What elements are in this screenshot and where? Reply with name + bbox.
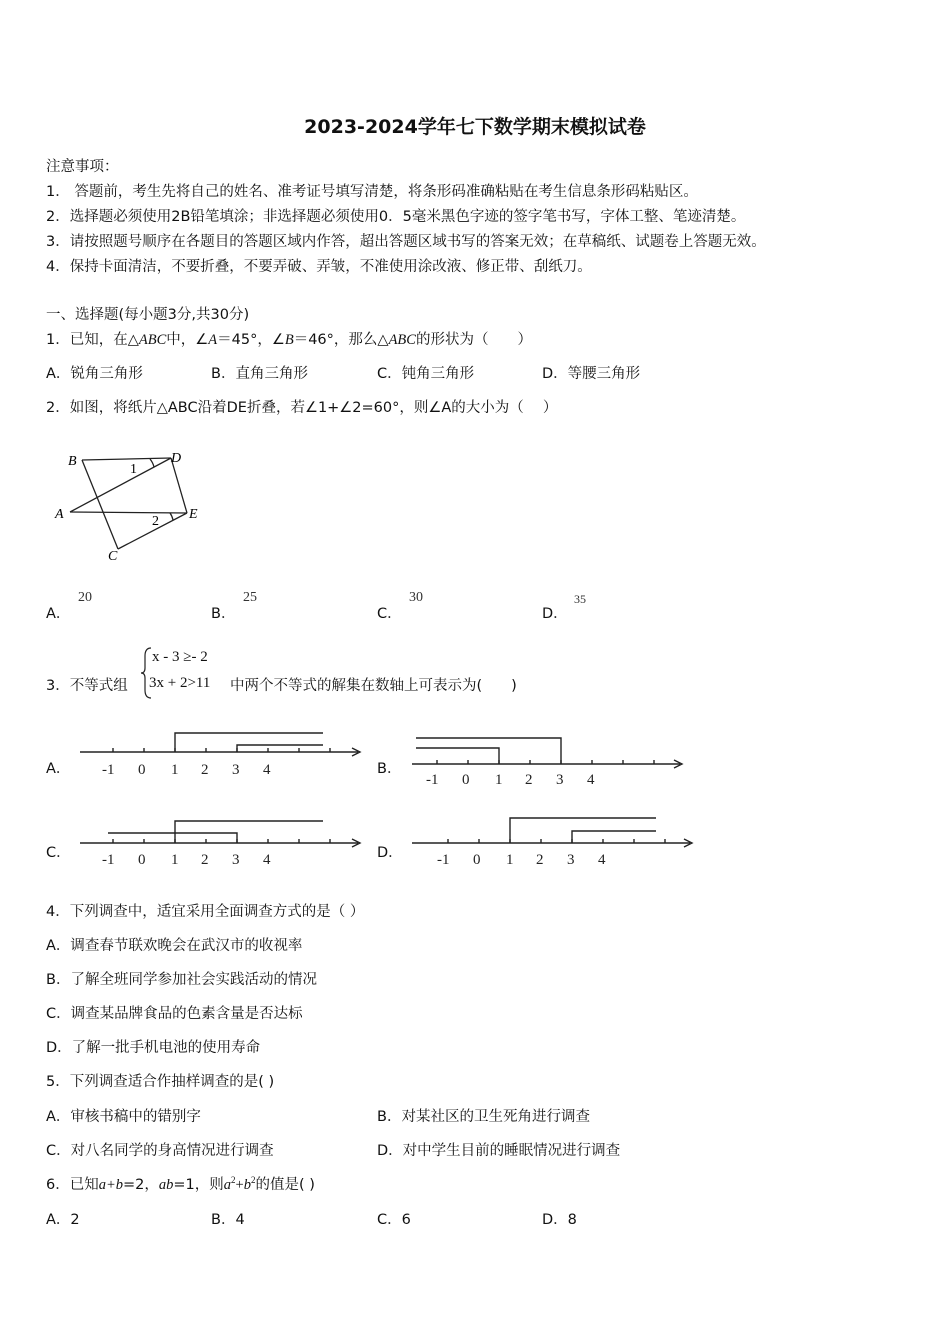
q3-option-b[interactable]: B． [377,761,402,777]
q6-plus: + [235,1177,244,1193]
label-c: C [108,549,118,564]
solution-ray-1 [175,733,323,752]
q6-option-d[interactable]: D．8 [542,1212,577,1228]
q3-option-a[interactable]: A． [46,761,71,777]
q6-option-b[interactable]: B．4 [211,1212,245,1228]
solution-ray-2 [237,745,323,752]
q6-exp-2: 2 [250,1175,256,1186]
segment-ae [70,512,187,513]
q1-option-d[interactable]: D．等腰三角形 [542,366,641,382]
q2-option-b-value: 25 [243,590,257,605]
tick-label: 0 [138,852,146,868]
q3-option-c[interactable]: C． [46,845,71,861]
tick-label: -1 [102,852,115,868]
q4-option-a[interactable]: A．调查春节联欢晚会在武汉市的收视率 [46,938,303,954]
label-angle-1: 1 [130,462,137,477]
section-heading: 一、选择题(每小题3分,共30分) [46,307,250,323]
tick-label: -1 [437,852,450,868]
q3-suffix: 中两个不等式的解集在数轴上可表示为( ) [230,678,517,694]
tick-label: 0 [462,772,470,788]
notes-item-2: 2．选择题必须使用2B铅笔填涂；非选择题必须使用0．5毫米黑色字迹的签字笔书写，字体工整、笔迹清楚。 [46,209,746,225]
q3-prefix: 3．不等式组 [46,678,128,694]
number-line-a [80,728,370,786]
q3-inequality-2: 3x + 2>11 [149,675,211,691]
q3-inequality-1: x - 3 ≥- 2 [152,649,208,665]
segment-bd [82,458,171,460]
notes-item-4: 4．保持卡面清洁，不要折叠，不要弄破、弄皱，不准使用涂改液、修正带、刮纸刀。 [46,259,592,275]
q1-angle-b: B [284,332,294,348]
q2-option-d-letter[interactable]: D． [542,606,568,622]
tick-label: -1 [426,772,439,788]
tick-label: 0 [138,762,146,778]
q1-option-b[interactable]: B．直角三角形 [211,366,308,382]
solution-ray-2 [108,833,237,843]
tick-label: -1 [102,762,115,778]
tick-label: 1 [171,852,179,868]
q5-option-d[interactable]: D．对中学生目前的睡眠情况进行调查 [377,1143,621,1159]
tick-label: 4 [263,762,271,778]
tick-label: 1 [495,772,503,788]
tick-label: 2 [525,772,533,788]
label-d: D [171,451,182,466]
q6-var-a: a [223,1177,232,1193]
label-b: B [68,454,77,469]
q6-text-3: =1，则 [173,1177,224,1193]
q1-text-2: 中，∠ [166,332,209,348]
tick-label: 1 [506,852,514,868]
q1-triangle-1: ABC [138,332,167,348]
solution-ray-2 [416,748,499,764]
notes-item-1: 1． 答题前，考生先将自己的姓名、准考证号填写清楚，将条形码准确粘贴在考生信息条形码粘贴区。 [46,184,698,200]
solution-ray-1 [175,821,323,843]
q2-option-c-letter[interactable]: C． [377,606,402,622]
tick-label: 1 [171,762,179,778]
q2-option-a-value: 20 [78,590,92,605]
q2-option-b-letter[interactable]: B． [211,606,236,622]
q2-option-a-letter[interactable]: A． [46,606,71,622]
q4-option-b[interactable]: B．了解全班同学参加社会实践活动的情况 [46,972,317,988]
q2-option-d-value: 35 [574,592,586,606]
q6-option-c[interactable]: C．6 [377,1212,411,1228]
angle-2-arc [170,513,173,520]
q3-option-d[interactable]: D． [377,845,403,861]
notes-item-3: 3．请按照题号顺序在各题目的答题区域内作答，超出答题区域书写的答案无效；在草稿纸、试题卷上答题无效。 [46,234,766,250]
q1-text-5: 的形状为（ ） [415,332,532,348]
q5-option-b[interactable]: B．对某社区的卫生死角进行调查 [377,1109,590,1125]
q2-option-c-value: 30 [409,590,423,605]
number-line-d [412,812,702,870]
q6-sum: a+b [98,1177,124,1193]
solution-ray-1 [416,738,561,764]
q6-product: ab [158,1177,174,1193]
q1-text-4: ＝46°，那么△ [293,332,389,348]
q1-text-1: 1．已知，在△ [46,332,139,348]
tick-label: 0 [473,852,481,868]
question-1-stem [46,328,532,349]
q5-option-c[interactable]: C．对八名同学的身高情况进行调查 [46,1143,274,1159]
tick-label: 3 [232,852,240,868]
question-6-stem [46,1173,315,1194]
q6-exp-1: 2 [231,1175,236,1186]
tick-label: 4 [263,852,271,868]
fold-figure [50,445,210,565]
q1-angle-a: A [208,332,218,348]
tick-label: 3 [232,762,240,778]
question-2-stem: 2．如图，将纸片△ABC沿着DE折叠，若∠1+∠2=60°，则∠A的大小为（ ） [46,400,558,416]
notes-heading: 注意事项： [46,159,119,175]
q1-triangle-2: ABC [388,332,416,348]
q6-text-2: =2， [123,1177,159,1193]
tick-label: 2 [201,762,209,778]
tick-label: 3 [556,772,564,788]
label-e: E [189,507,198,522]
q6-text-4: 的值是( ) [255,1177,315,1193]
tick-label: 4 [587,772,595,788]
tick-label: 2 [536,852,544,868]
segment-de [171,458,187,513]
segment-bc [82,460,118,549]
q4-option-c[interactable]: C．调查某品牌食品的色素含量是否达标 [46,1006,303,1022]
q4-option-d[interactable]: D．了解一批手机电池的使用寿命 [46,1040,261,1056]
q6-var-b: b [243,1177,251,1193]
number-line-c [80,815,370,873]
solution-ray-2 [572,831,656,843]
label-angle-2: 2 [152,514,159,529]
label-a: A [55,507,64,522]
page-title: 2023-2024学年七下数学期末模拟试卷 [304,116,646,138]
question-4-stem: 4．下列调查中，适宜采用全面调查方式的是（ ） [46,904,365,920]
number-line-b [412,732,692,790]
q5-option-a[interactable]: A．审核书稿中的错别字 [46,1109,201,1125]
angle-1-arc [150,459,154,467]
tick-label: 3 [567,852,575,868]
q1-option-a[interactable]: A．锐角三角形 [46,366,143,382]
q1-text-3: ＝45°，∠ [217,332,285,348]
tick-label: 2 [201,852,209,868]
question-5-stem: 5．下列调查适合作抽样调查的是( ) [46,1074,275,1090]
q6-text-1: 6．已知 [46,1177,99,1193]
q6-option-a[interactable]: A．2 [46,1212,80,1228]
tick-label: 4 [598,852,606,868]
q1-option-c[interactable]: C．钝角三角形 [377,366,475,382]
